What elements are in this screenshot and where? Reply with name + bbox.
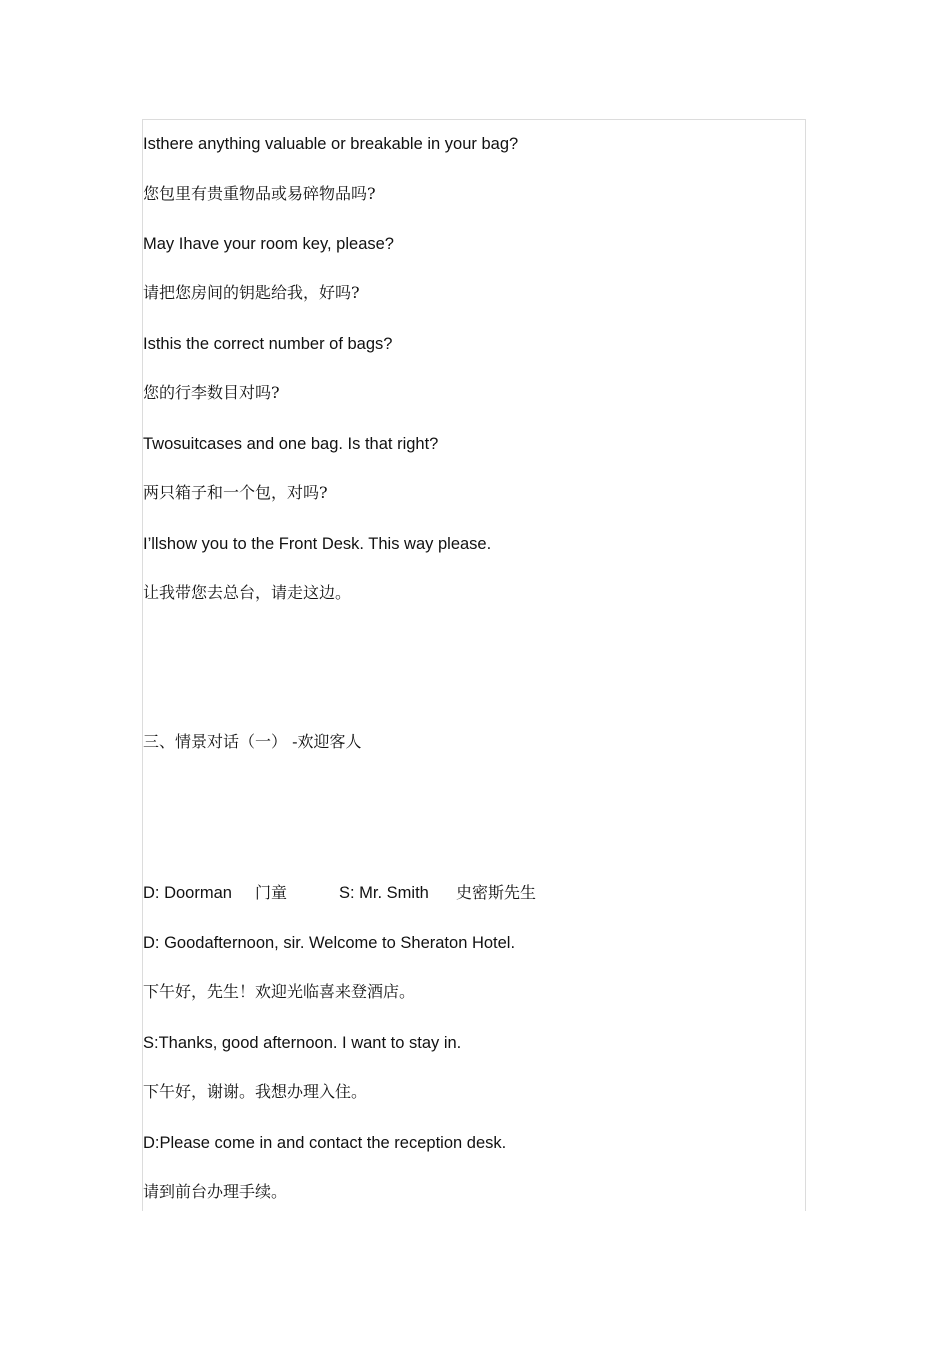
phrase-suitcases-zh: 两只箱子和一个包，对吗? <box>143 483 328 502</box>
dialogue-line-1-zh: 下午好，先生！欢迎光临喜来登酒店。 <box>143 982 416 1001</box>
phrase-valuables-zh: 您包里有贵重物品或易碎物品吗? <box>143 184 376 203</box>
phrase-valuables-en: Isthere anything valuable or breakable in your bag? <box>143 135 519 153</box>
phrase-front-desk-zh: 让我带您去总台，请走这边。 <box>143 583 352 602</box>
phrase-bag-count-en: Isthis the correct number of bags? <box>143 335 393 353</box>
dialogue-line-3-zh: 请到前台办理手续。 <box>143 1182 288 1201</box>
role-doorman-en: D: Doorman <box>143 884 232 902</box>
phrase-room-key-zh: 请把您房间的钥匙给我，好吗? <box>143 283 360 302</box>
dialogue-line-3-en: D:Please come in and contact the reception desk. <box>143 1134 507 1152</box>
role-smith-en: S: Mr. Smith <box>339 884 429 902</box>
phrase-suitcases-en: Twosuitcases and one bag. Is that right? <box>143 435 439 453</box>
dialogue-line-2-en: S:Thanks, good afternoon. I want to stay in. <box>143 1034 462 1052</box>
phrase-front-desk-en: I’llshow you to the Front Desk. This way please. <box>143 535 492 553</box>
role-doorman-zh: 门童 <box>255 883 288 902</box>
dialogue-line-2-zh: 下午好，谢谢。我想办理入住。 <box>143 1082 368 1101</box>
dialogue-line-1-en: D: Goodafternoon, sir. Welcome to Sheraton Hotel. <box>143 934 516 952</box>
phrase-bag-count-zh: 您的行李数目对吗? <box>143 383 280 402</box>
role-list <box>143 883 743 903</box>
phrase-room-key-en: May Ihave your room key, please? <box>143 235 394 253</box>
role-smith-zh: 史密斯先生 <box>456 883 537 902</box>
section-title: 三、情景对话（一） -欢迎客人 <box>143 732 362 751</box>
